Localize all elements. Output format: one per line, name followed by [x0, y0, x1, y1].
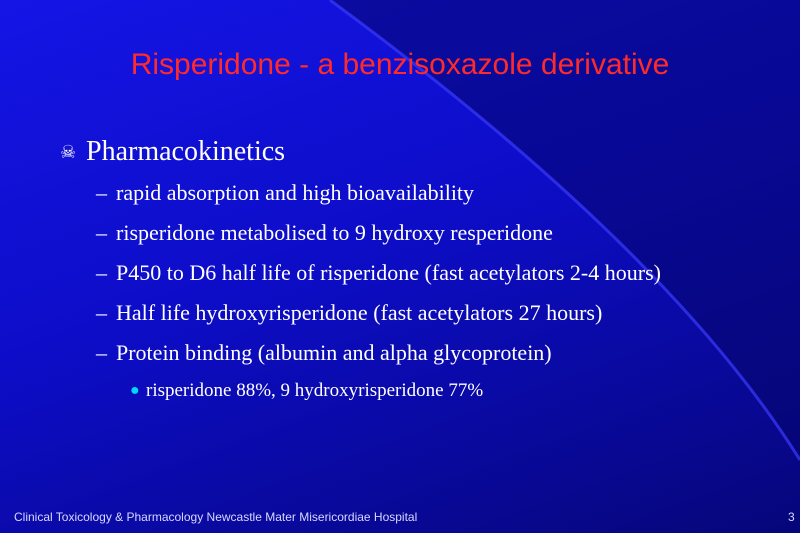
dash-marker: –: [96, 340, 107, 365]
slide-title: Risperidone - a benzisoxazole derivative: [130, 48, 670, 81]
sub-bullet-text: rapid absorption and high bioavailability: [116, 180, 475, 205]
bullet-text: Pharmacokinetics: [86, 136, 286, 167]
sub-bullet: [96, 178, 760, 208]
sub-bullet-text: Half life hydroxyrisperidone (fast acetylators 27 hours): [116, 300, 603, 325]
dot-marker: ●: [130, 382, 140, 399]
sub-sub-bullet-text: risperidone 88%, 9 hydroxyrisperidone 77%: [146, 380, 484, 401]
slide-footer: Clinical Toxicology & Pharmacology Newcastle Mater Misericordiae Hospital: [14, 510, 418, 524]
dash-marker: –: [96, 220, 107, 245]
skull-crossbones-icon: ☠: [60, 142, 77, 162]
dash-marker: –: [96, 300, 107, 325]
page-number: 3: [788, 510, 795, 524]
sub-bullet: [96, 338, 760, 368]
sub-sub-bullet: [130, 378, 760, 404]
sub-bullet: [96, 218, 760, 248]
sub-bullet-text: risperidone metabolised to 9 hydroxy resperidone: [116, 220, 553, 245]
sub-bullet-text: P450 to D6 half life of risperidone (fast acetylators 2-4 hours): [116, 260, 661, 285]
bullet-level1: [60, 136, 760, 168]
slide-content: [60, 136, 760, 410]
sub-bullet: [96, 298, 760, 328]
dash-marker: –: [96, 260, 107, 285]
sub-bullet: [96, 258, 760, 288]
dash-marker: –: [96, 180, 107, 205]
sub-bullet-text: Protein binding (albumin and alpha glycoprotein): [116, 340, 552, 365]
